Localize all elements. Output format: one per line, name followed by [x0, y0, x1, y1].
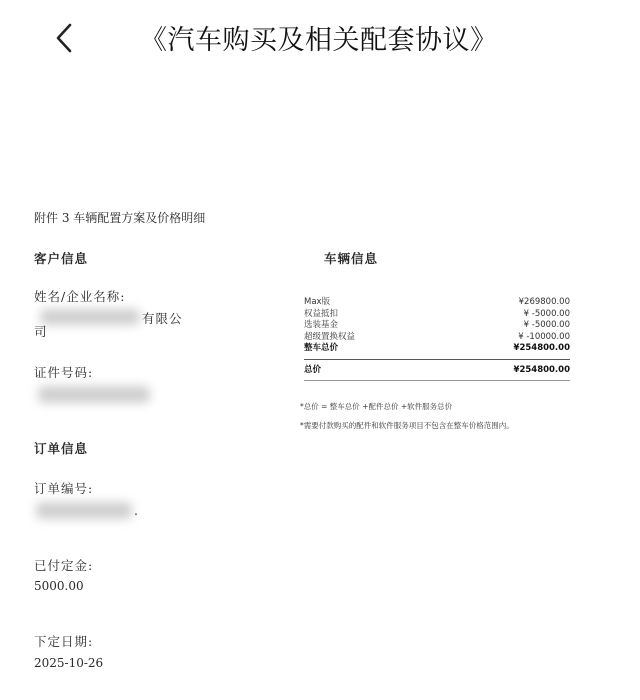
name-label: 姓名/企业名称:	[34, 289, 126, 304]
id-label: 证件号码:	[34, 365, 94, 380]
row-item: 选装基金	[304, 320, 339, 330]
total-row	[304, 365, 570, 377]
table-row	[304, 332, 570, 344]
table-row	[304, 320, 570, 332]
row-price: ¥ -5000.00	[523, 320, 570, 330]
deposit-label: 已付定金:	[34, 558, 94, 573]
vehicle-price-table	[304, 297, 570, 381]
company-suffix: 有限公	[142, 311, 183, 326]
order-number-label: 订单编号:	[34, 481, 94, 496]
redacted-id-number	[38, 386, 150, 403]
attachment-title: 附件 3 车辆配置方案及价格明细	[34, 211, 206, 225]
total-value: ¥254800.00	[513, 364, 570, 375]
row-item: Max版	[304, 297, 331, 307]
row-item: 超级置换权益	[304, 331, 356, 342]
order-number-trail: .	[134, 503, 139, 518]
table-row	[304, 309, 570, 321]
redacted-order-number	[36, 502, 132, 519]
deposit-value: 5000.00	[34, 579, 84, 593]
redacted-company-name	[40, 309, 140, 325]
table-row	[304, 297, 570, 309]
order-date-value: 2025-10-26	[34, 656, 104, 670]
table-divider	[304, 359, 570, 360]
note-extras-excluded: *需要付款购买的配件和软件服务项目不包含在整车价格范围内。	[300, 421, 514, 430]
company-suffix-line2: 司	[34, 324, 48, 339]
customer-section-heading: 客户信息	[34, 251, 89, 266]
row-item: 权益抵扣	[304, 308, 339, 319]
page-title: 《汽车购买及相关配套协议》	[140, 25, 498, 56]
table-row	[304, 343, 570, 355]
note-total-formula: *总价 = 整车总价 +配件总价 +软件服务总价	[300, 402, 453, 411]
row-price: ¥269800.00	[518, 297, 570, 307]
table-divider	[304, 380, 570, 381]
row-price: ¥ -10000.00	[518, 331, 570, 342]
vehicle-section-heading: 车辆信息	[324, 251, 379, 266]
row-price: ¥ -5000.00	[523, 308, 570, 319]
total-label: 总价	[304, 364, 322, 375]
order-date-label: 下定日期:	[34, 634, 94, 649]
order-section-heading: 订单信息	[34, 441, 89, 456]
row-price: ¥254800.00	[513, 343, 570, 353]
row-item: 整车总价	[304, 343, 339, 353]
